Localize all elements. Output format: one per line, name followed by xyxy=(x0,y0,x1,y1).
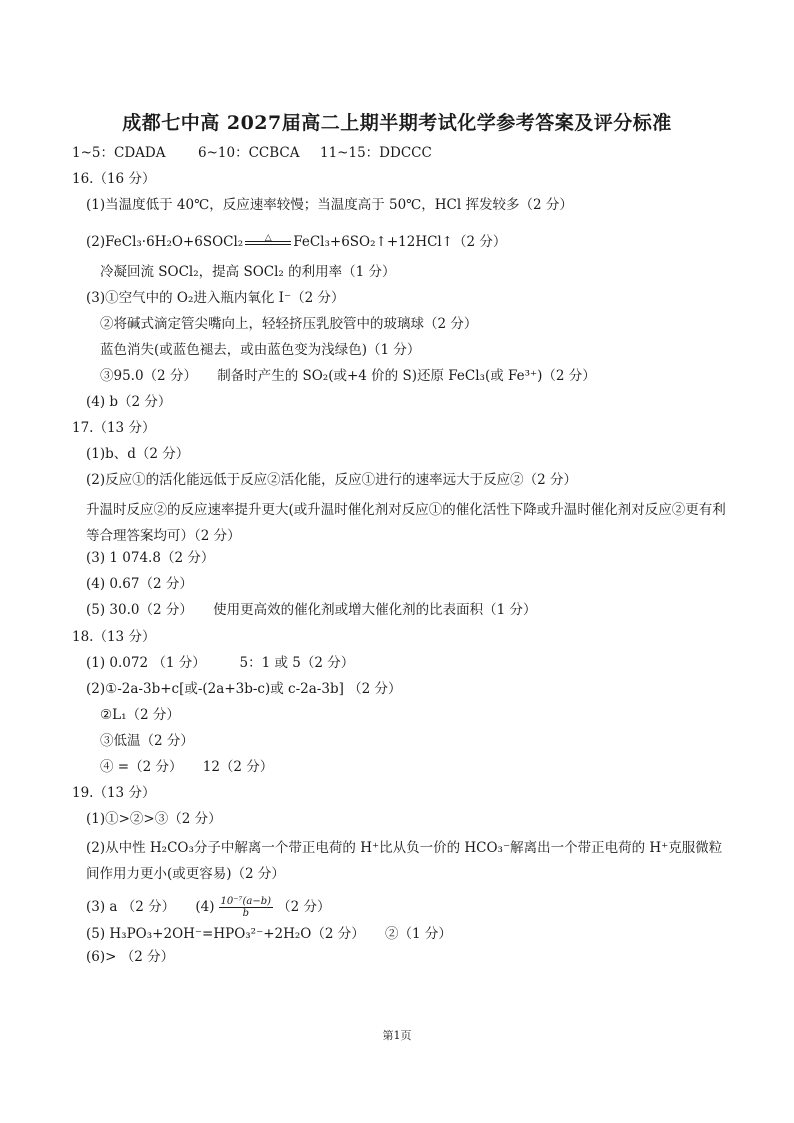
q19-line-4: (5) H₃PO₃+2OH⁻=HPO₃²⁻+2H₂O（2 分） ②（1 分） xyxy=(86,926,452,942)
q16-line-6: 蓝色消失(或蓝色褪去，或由蓝色变为浅绿色)（1 分） xyxy=(100,342,421,358)
q17-line-4: (3) 1 074.8（2 分） xyxy=(86,550,215,566)
q16-line-4: (3)①空气中的 O₂进入瓶内氧化 I⁻（2 分） xyxy=(86,290,345,306)
q18-line-4: ③低温（2 分） xyxy=(100,733,194,749)
mc-group-1: 1~5：CDADA xyxy=(72,145,166,161)
q17-heading: 17.（13 分） xyxy=(72,420,156,436)
q16-line-7: ③95.0（2 分） 制备时产生的 SO₂(或+4 价的 S)还原 FeCl₃(或 Fe³⁺)（2 分） xyxy=(100,368,596,384)
mc-group-2: 6~10：CCBCA xyxy=(198,145,300,161)
q16-line-2 xyxy=(86,233,506,251)
q16-line-5: ②将碱式滴定管尖嘴向上，轻轻挤压乳胶管中的玻璃球（2 分） xyxy=(100,316,478,332)
q19-line-1: (1)①>②>③（2 分） xyxy=(86,811,222,827)
q18-line-5: ④ =（2 分） 12（2 分） xyxy=(100,759,274,775)
page-title: 成都七中高 2027届高二上期半期考试化学参考答案及评分标准 xyxy=(122,112,672,134)
q17-line-5: (4) 0.67（2 分） xyxy=(86,576,193,592)
q19-part-4-score: （2 分） xyxy=(277,899,331,915)
q16-line-1: (1)当温度低于 40℃，反应速率较慢；当温度高于 50℃，HCl 挥发较多（2 分） xyxy=(86,197,573,213)
q18-line-2: (2)①-2a-3b+c[或-(2a+3b-c)或 c-2a-3b] （2 分） xyxy=(86,681,402,697)
fraction-expression: $\frac{\text{10⁻⁷(a−b)}}{b}$ xyxy=(220,896,272,919)
q16-line-3: 冷凝回流 SOCl₂，提高 SOCl₂ 的利用率（1 分） xyxy=(100,264,396,280)
q17-line-3: 升温时反应②的反应速率提升更大(或升温时催化剂对反应①的催化活性下降或升温时催化剂对反应②更有利等合理答案均可）（2 分） xyxy=(86,502,726,544)
q17-line-1: (1)b、d（2 分） xyxy=(86,446,190,462)
heating-equals-arrow: △ xyxy=(243,237,293,249)
q19-heading: 19.（13 分） xyxy=(72,785,156,801)
mc-group-3: 11~15：DDCCC xyxy=(320,145,432,161)
q16-equation-right: FeCl₃+6SO₂↑+12HCl↑（2 分） xyxy=(293,234,507,250)
q16-line-8: (4) b（2 分） xyxy=(86,394,172,410)
q19-line-5: (6)> （2 分） xyxy=(86,949,175,965)
q18-heading: 18.（13 分） xyxy=(72,629,156,645)
q18-line-3: ②L₁（2 分） xyxy=(100,707,180,723)
q19-line-2: (2)从中性 H₂CO₃分子中解离一个带正电荷的 H⁺比从负一价的 HCO₃⁻解离出一个带正电荷的 H⁺克服微粒间作用力更小(或更容易)（2 分） xyxy=(86,840,723,882)
q18-line-1: (1) 0.072 （1 分） 5：1 或 5（2 分） xyxy=(86,655,355,671)
q19-line-3 xyxy=(86,896,330,919)
q17-line-2: (2)反应①的活化能远低于反应②活化能，反应①进行的速率远大于反应②（2 分） xyxy=(86,472,578,488)
q16-heading: 16.（16 分） xyxy=(72,171,156,187)
q19-part-3-4: (3) a （2 分） (4) xyxy=(86,899,215,915)
q16-equation-left: (2)FeCl₃·6H₂O+6SOCl₂ xyxy=(86,234,244,250)
q17-line-6: (5) 30.0（2 分） 使用更高效的催化剂或增大催化剂的比表面积（1 分） xyxy=(86,602,537,618)
page-number: 第1页 xyxy=(382,1029,412,1042)
